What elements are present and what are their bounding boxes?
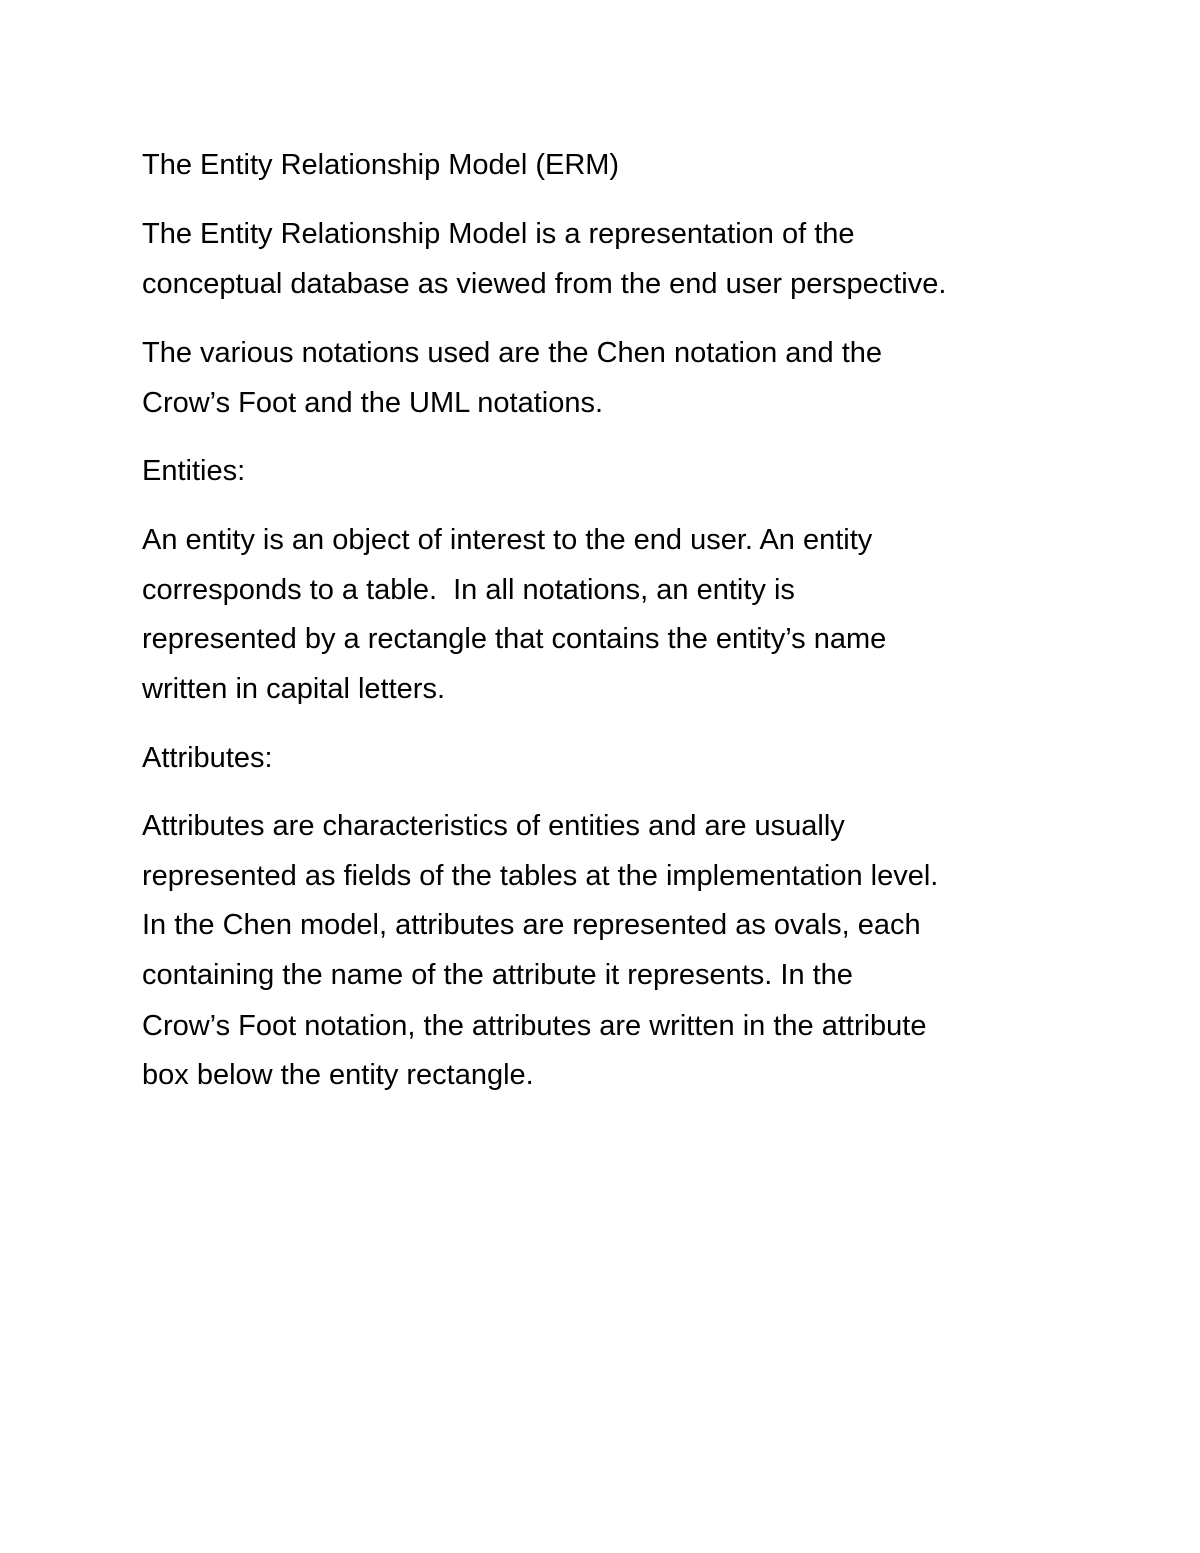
document-title: The Entity Relationship Model (ERM) bbox=[142, 149, 620, 181]
paragraph-line: The various notations used are the Chen notation and the bbox=[142, 337, 883, 369]
paragraph-line: In the Chen model, attributes are represented as ovals, each bbox=[142, 909, 921, 941]
paragraph-line: represented as fields of the tables at the implementation level. bbox=[142, 860, 939, 892]
paragraph-line: An entity is an object of interest to the end user. An entity bbox=[142, 524, 873, 556]
paragraph-line: containing the name of the attribute it represents. In the bbox=[142, 959, 853, 991]
paragraph-line: Crow’s Foot and the UML notations. bbox=[142, 387, 604, 419]
section-heading: Entities: bbox=[142, 455, 246, 487]
paragraph-line: conceptual database as viewed from the end user perspective. bbox=[142, 268, 947, 300]
paragraph-line: corresponds to a table. In all notations, an entity is bbox=[142, 574, 795, 606]
paragraph-line: represented by a rectangle that contains the entity’s name bbox=[142, 623, 887, 655]
paragraph-line: Crow’s Foot notation, the attributes are written in the attribute bbox=[142, 1010, 927, 1042]
paragraph-line: box below the entity rectangle. bbox=[142, 1059, 534, 1091]
paragraph-line: The Entity Relationship Model is a representation of the bbox=[142, 218, 855, 250]
paragraph-line: written in capital letters. bbox=[142, 673, 446, 705]
paragraph-line: Attributes are characteristics of entities and are usually bbox=[142, 810, 845, 842]
section-heading: Attributes: bbox=[142, 742, 273, 774]
